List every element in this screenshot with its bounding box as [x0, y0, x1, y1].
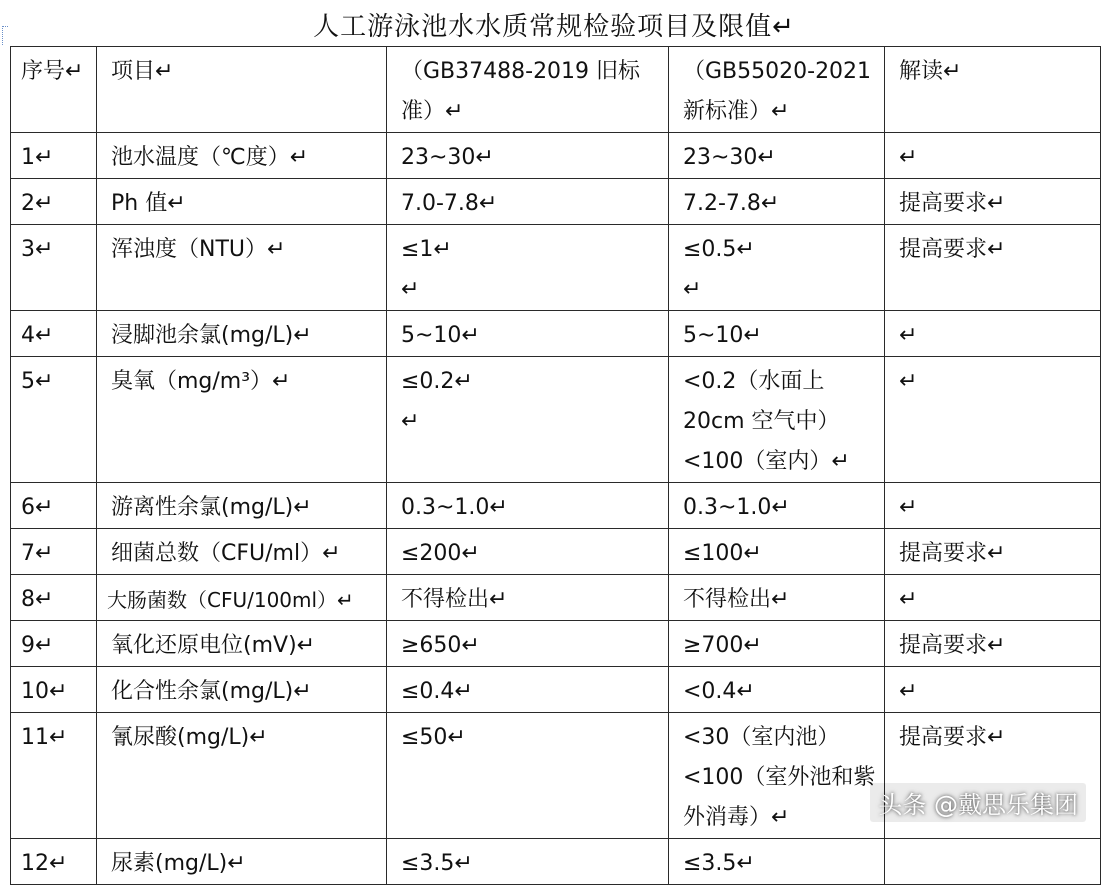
- table-cell: Ph 值↵: [97, 179, 387, 225]
- table-cell: 6↵: [11, 483, 97, 529]
- table-cell: 5~10↵: [387, 311, 669, 357]
- table-cell: 7↵: [11, 529, 97, 575]
- table-row: [11, 575, 1101, 621]
- header-cell: （GB37488-2019 旧标准）↵: [387, 47, 669, 133]
- table-cell: ≥650↵: [387, 621, 669, 667]
- water-quality-table: [10, 46, 1101, 885]
- table-cell: 7.2-7.8↵: [669, 179, 885, 225]
- table-cell: <0.2（水面上20cm 空气中）<100（室内）↵: [669, 357, 885, 483]
- header-cell: 项目↵: [97, 47, 387, 133]
- table-cell: 池水温度（℃度）↵: [97, 133, 387, 179]
- table-row: [11, 529, 1101, 575]
- header-cell: （GB55020-2021 新标准）↵: [669, 47, 885, 133]
- table-row: [11, 225, 1101, 311]
- table-cell: 提高要求↵: [885, 713, 1101, 839]
- header-cell: 序号↵: [11, 47, 97, 133]
- table-cell: ↵: [885, 483, 1101, 529]
- table-cell: 11↵: [11, 713, 97, 839]
- table-row: [11, 179, 1101, 225]
- table-cell: 0.3~1.0↵: [387, 483, 669, 529]
- table-row: [11, 311, 1101, 357]
- table-cell: 不得检出↵: [387, 575, 669, 621]
- table-cell: 5~10↵: [669, 311, 885, 357]
- table-header-row: [11, 47, 1101, 133]
- table-cell: 3↵: [11, 225, 97, 311]
- table-cell: 氰尿酸(mg/L)↵: [97, 713, 387, 839]
- text-boundary-mark: [2, 26, 8, 45]
- table-cell: ↵: [885, 667, 1101, 713]
- header-cell: 解读↵: [885, 47, 1101, 133]
- table-cell: 浑浊度（NTU）↵: [97, 225, 387, 311]
- table-cell: 4↵: [11, 311, 97, 357]
- table-cell: ≤3.5↵: [387, 839, 669, 885]
- table-cell: 提高要求↵: [885, 225, 1101, 311]
- table-cell: 10↵: [11, 667, 97, 713]
- table-cell: 23~30↵: [669, 133, 885, 179]
- table-row: [11, 839, 1101, 885]
- page-title: 人工游泳池水水质常规检验项目及限值↵: [313, 12, 795, 42]
- table-cell: 尿素(mg/L)↵: [97, 839, 387, 885]
- table-cell: 不得检出↵: [669, 575, 885, 621]
- table-cell: 大肠菌数（CFU/100ml）↵: [97, 575, 387, 621]
- table-cell: 游离性余氯(mg/L)↵: [97, 483, 387, 529]
- table-cell: ↵: [885, 133, 1101, 179]
- table-cell: 臭氧（mg/m³）↵: [97, 357, 387, 483]
- table-cell: ≤1↵ ↵: [387, 225, 669, 311]
- table-cell: ≤50↵: [387, 713, 669, 839]
- table-cell: 9↵: [11, 621, 97, 667]
- table-row: [11, 483, 1101, 529]
- table-cell: 细菌总数（CFU/ml）↵: [97, 529, 387, 575]
- table-cell: <30（室内池）<100（室外池和紫外消毒）↵: [669, 713, 885, 839]
- table-cell: ≤0.2↵ ↵: [387, 357, 669, 483]
- table-cell: 2↵: [11, 179, 97, 225]
- table-cell: ↵: [885, 357, 1101, 483]
- table-cell: 化合性余氯(mg/L)↵: [97, 667, 387, 713]
- table-cell: 1↵: [11, 133, 97, 179]
- table-cell: 氧化还原电位(mV)↵: [97, 621, 387, 667]
- table-cell: 提高要求↵: [885, 621, 1101, 667]
- table-cell: 23~30↵: [387, 133, 669, 179]
- table-cell: 提高要求↵: [885, 179, 1101, 225]
- table-cell: 提高要求↵: [885, 529, 1101, 575]
- table-cell: ≤0.5↵ ↵: [669, 225, 885, 311]
- table-cell: ≤0.4↵: [387, 667, 669, 713]
- table-cell: ≤200↵: [387, 529, 669, 575]
- table-cell: ≤3.5↵: [669, 839, 885, 885]
- table-cell: 12↵: [11, 839, 97, 885]
- table-cell: ↵: [885, 311, 1101, 357]
- table-row: [11, 667, 1101, 713]
- table-cell: <0.4↵: [669, 667, 885, 713]
- table-cell: 8↵: [11, 575, 97, 621]
- table-cell: ≤100↵: [669, 529, 885, 575]
- table-cell: 7.0-7.8↵: [387, 179, 669, 225]
- table-row: [11, 357, 1101, 483]
- table-cell: 5↵: [11, 357, 97, 483]
- table-cell: 浸脚池余氯(mg/L)↵: [97, 311, 387, 357]
- table-cell: 0.3~1.0↵: [669, 483, 885, 529]
- table-row: [11, 133, 1101, 179]
- table-cell: [885, 839, 1101, 885]
- watermark: 头条 @戴思乐集团: [870, 783, 1086, 822]
- table-row: [11, 621, 1101, 667]
- table-cell: ≥700↵: [669, 621, 885, 667]
- table-cell: ↵: [885, 575, 1101, 621]
